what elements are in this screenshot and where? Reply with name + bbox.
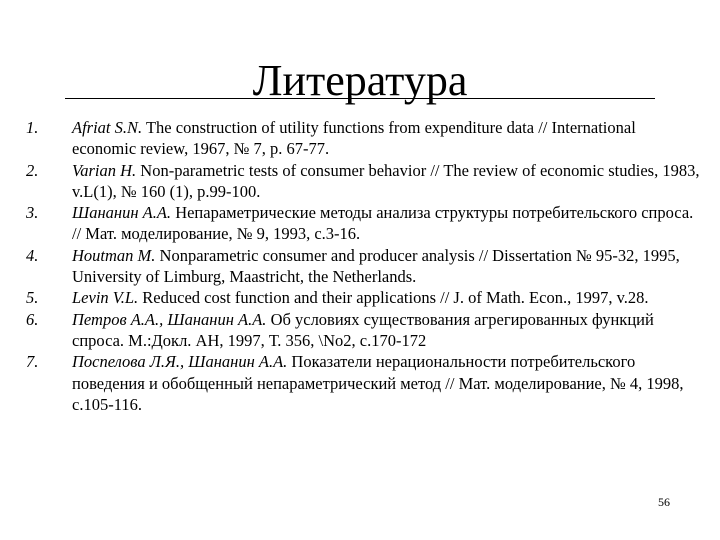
reference-author: Afriat S.N.: [72, 118, 143, 137]
reference-number: 6.: [26, 309, 39, 329]
reference-item: [20, 287, 700, 308]
title-divider: [65, 98, 655, 99]
reference-text: Non-parametric tests of consumer behavior // The review of economic studies, 1983, v.L(1), № 160 (1), p.99-100.: [72, 160, 700, 201]
reference-author: Поспелова Л.Я., Шананин А.А.: [72, 352, 288, 372]
reference-text: Об условиях существования агрегированных функций спроса. М.:Докл. АН, 1997, Т. 356, \No2, с.170-172: [72, 309, 654, 350]
reference-author: Levin V.L.: [72, 288, 139, 308]
reference-author: Varian H.: [72, 160, 137, 180]
reference-number: 5.: [26, 288, 39, 308]
reference-item: [20, 309, 700, 352]
reference-text: Показатели нерациональности потребительского поведения и обобщенный непараметрический метод // Мат. моделирование, № 4, 1998, с.105-116.: [72, 352, 684, 414]
reference-author: Houtman M.: [72, 245, 156, 265]
reference-text: Непараметрические методы анализа структуры потребительского спроса. // Мат. моделирование, № 9, 1993, с.3-16.: [72, 203, 694, 244]
reference-number: 2.: [26, 160, 39, 180]
reference-text: Nonparametric consumer and producer analysis // Dissertation № 95-32, 1995, University of Limburg, Maastricht, the Netherlands.: [72, 245, 680, 287]
reference-item: [20, 245, 700, 288]
reference-author: Петров А.А., Шананин А.А.: [72, 309, 267, 329]
reference-list: [20, 117, 700, 415]
reference-number: 1.: [26, 118, 39, 137]
page-number: 56: [658, 495, 670, 509]
reference-number: 4.: [26, 245, 39, 265]
reference-text: Reduced cost function and their applications // J. of Math. Econ., 1997, v.28.: [142, 288, 649, 308]
reference-item: [20, 351, 700, 415]
reference-text: The construction of utility functions from expenditure data // International economic review, 1967, № 7, p. 67-77.: [72, 118, 636, 159]
reference-number: 7.: [26, 352, 39, 372]
page-title: Литература: [252, 56, 468, 106]
reference-author: Шананин А.А.: [72, 203, 172, 223]
reference-number: 3.: [26, 203, 39, 223]
reference-item: [20, 202, 700, 245]
reference-item: [20, 117, 700, 160]
reference-item: [20, 160, 700, 203]
